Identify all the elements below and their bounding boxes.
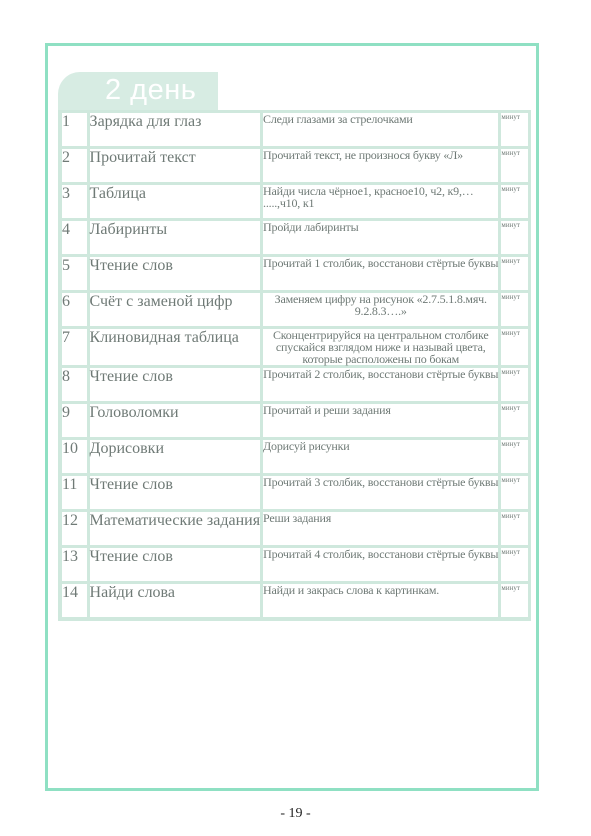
- table-row: [60, 439, 529, 475]
- minutes-cell: минут: [499, 184, 529, 220]
- row-number: 6: [60, 292, 88, 328]
- activity-task: Дорисуй рисунки: [261, 439, 499, 475]
- row-number: 11: [60, 475, 88, 511]
- activity-name: Прочитай текст: [88, 148, 262, 184]
- page-number: - 19 -: [280, 806, 311, 821]
- row-number: 5: [60, 256, 88, 292]
- row-number: 13: [60, 547, 88, 583]
- activity-name: Клиновидная таблица: [88, 328, 262, 367]
- activity-task: Найди числа чёрное1, красное10, ч2, к9,… .....,ч10, к1: [261, 184, 499, 220]
- activity-task: Прочитай 2 столбик, восстанови стёртые буквы: [261, 367, 499, 403]
- table-row: [60, 112, 529, 148]
- table-row: [60, 475, 529, 511]
- activity-task: Прочитай 3 столбик, восстанови стёртые буквы: [261, 475, 499, 511]
- minutes-cell: минут: [499, 292, 529, 328]
- table-row: [60, 292, 529, 328]
- activity-name: Таблица: [88, 184, 262, 220]
- minutes-cell: минут: [499, 403, 529, 439]
- minutes-cell: минут: [499, 511, 529, 547]
- minutes-cell: минут: [499, 547, 529, 583]
- activity-task: Прочитай 4 столбик, восстанови стёртые буквы: [261, 547, 499, 583]
- activity-task: Пройди лабиринты: [261, 220, 499, 256]
- row-number: 9: [60, 403, 88, 439]
- table-row: [60, 511, 529, 547]
- activity-name: Чтение слов: [88, 367, 262, 403]
- minutes-cell: минут: [499, 367, 529, 403]
- table-row: [60, 547, 529, 583]
- activity-name: Математические задания: [88, 511, 262, 547]
- activity-name: Чтение слов: [88, 475, 262, 511]
- table-row: [60, 256, 529, 292]
- table-row: [60, 367, 529, 403]
- row-number: 1: [60, 112, 88, 148]
- row-number: 2: [60, 148, 88, 184]
- minutes-cell: минут: [499, 328, 529, 367]
- activity-task: Сконцентрируйся на центральном столбике спускайся взглядом ниже и называй цвета, которые расположены по бокам: [261, 328, 499, 367]
- table-row: [60, 148, 529, 184]
- row-number: 7: [60, 328, 88, 367]
- row-number: 4: [60, 220, 88, 256]
- minutes-cell: минут: [499, 148, 529, 184]
- activity-name: Чтение слов: [88, 256, 262, 292]
- row-number: 8: [60, 367, 88, 403]
- activity-task: Прочитай текст, не произнося букву «Л»: [261, 148, 499, 184]
- activity-name: Найди слова: [88, 583, 262, 619]
- activity-task: Найди и закрась слова к картинкам.: [261, 583, 499, 619]
- row-number: 14: [60, 583, 88, 619]
- day-title: 2 день: [105, 74, 197, 106]
- minutes-cell: минут: [499, 112, 529, 148]
- activity-task: Реши задания: [261, 511, 499, 547]
- row-number: 3: [60, 184, 88, 220]
- table-row: [60, 583, 529, 619]
- minutes-cell: минут: [499, 583, 529, 619]
- table-row: [60, 220, 529, 256]
- minutes-cell: минут: [499, 439, 529, 475]
- minutes-cell: минут: [499, 475, 529, 511]
- activity-task: Следи глазами за стрелочками: [261, 112, 499, 148]
- activity-name: Дорисовки: [88, 439, 262, 475]
- activity-task: Прочитай и реши задания: [261, 403, 499, 439]
- activity-name: Зарядка для глаз: [88, 112, 262, 148]
- table-row: [60, 403, 529, 439]
- activity-name: Счёт с заменой цифр: [88, 292, 262, 328]
- row-number: 12: [60, 511, 88, 547]
- table-row: [60, 328, 529, 367]
- table-row: [60, 184, 529, 220]
- daily-plan-table: [58, 110, 531, 621]
- activity-name: Лабиринты: [88, 220, 262, 256]
- activity-task: Прочитай 1 столбик, восстанови стёртые буквы: [261, 256, 499, 292]
- row-number: 10: [60, 439, 88, 475]
- plan-table-body: [60, 112, 529, 619]
- activity-task: Заменяем цифру на рисунок «2.7.5.1.8.мяч. 9.2.8.3….»: [261, 292, 499, 328]
- minutes-cell: минут: [499, 256, 529, 292]
- activity-name: Головоломки: [88, 403, 262, 439]
- activity-name: Чтение слов: [88, 547, 262, 583]
- minutes-cell: минут: [499, 220, 529, 256]
